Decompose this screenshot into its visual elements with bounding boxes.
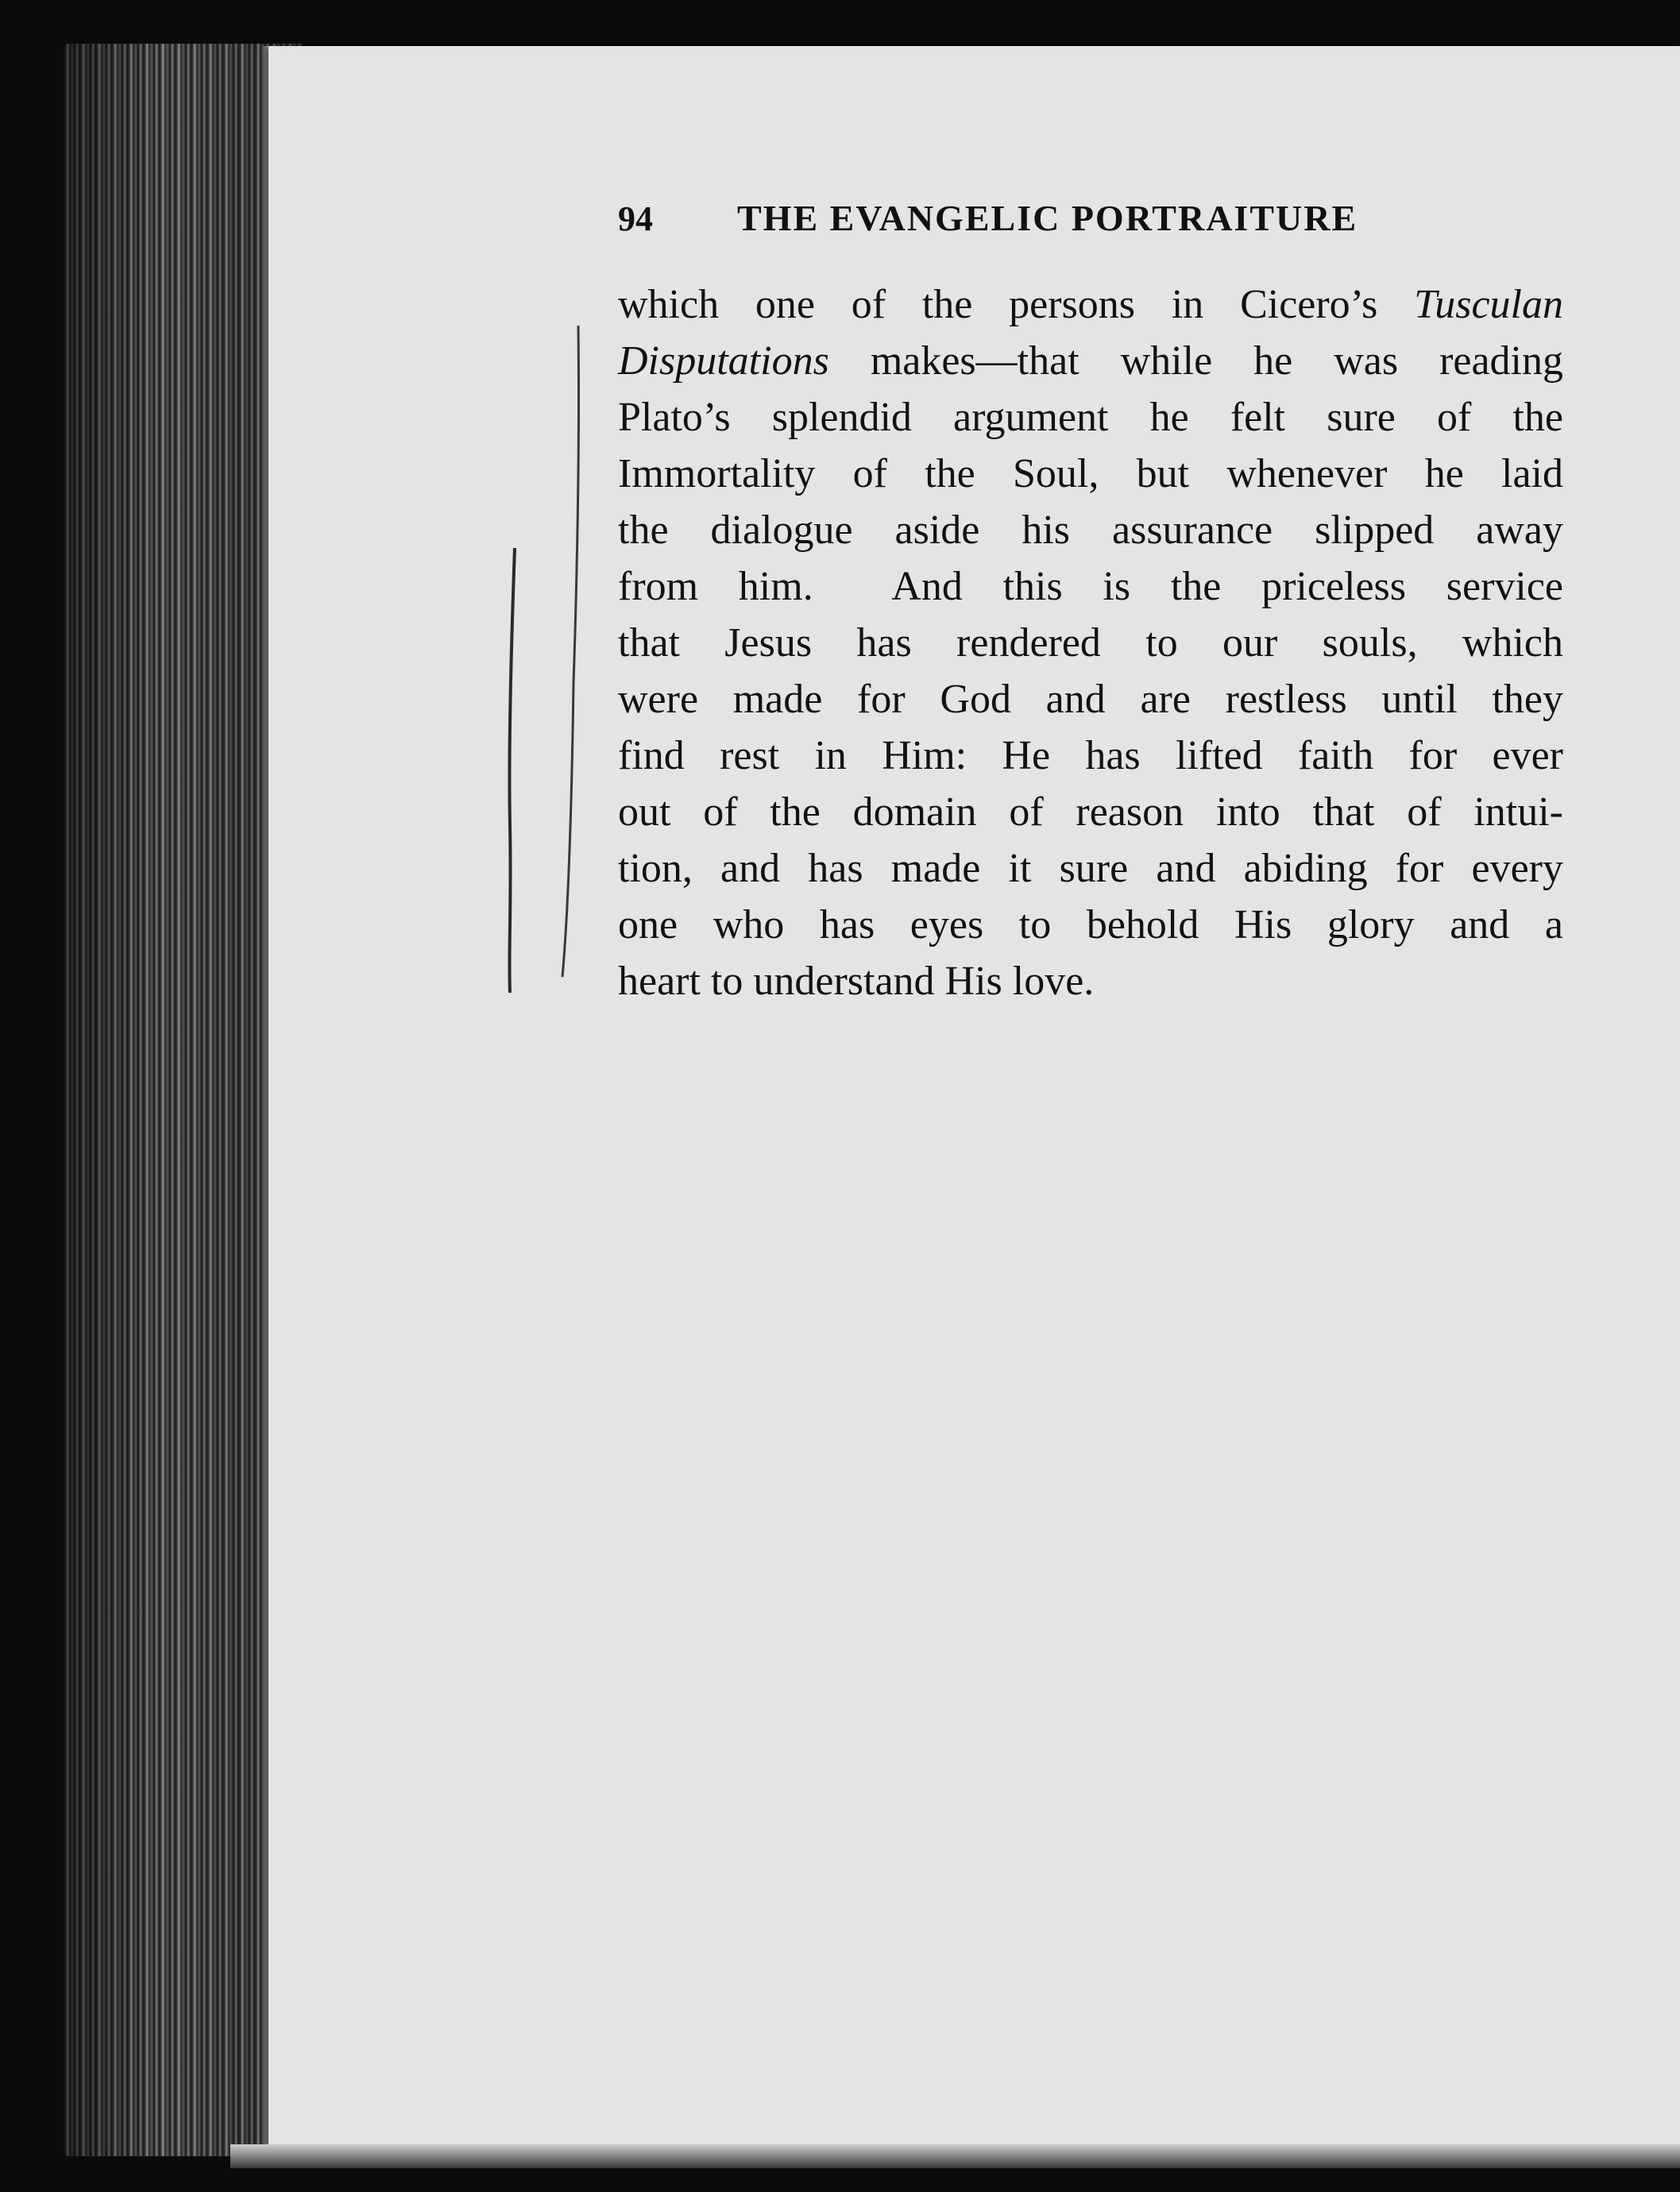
text-line xyxy=(618,840,1563,897)
italic-title-segment: Disputations xyxy=(618,338,829,384)
text-line xyxy=(618,389,1563,446)
text-segment: that Jesus has rendered to our souls, which xyxy=(618,620,1563,666)
text-segment: find rest in Him: He has lifted faith for ever xyxy=(618,733,1563,778)
text-line xyxy=(618,784,1563,840)
text-line xyxy=(618,276,1563,333)
text-line xyxy=(618,953,1563,1009)
text-line xyxy=(618,671,1563,727)
text-segment: Immortality of the Soul, but whenever he laid xyxy=(618,451,1563,496)
body-paragraph xyxy=(618,276,1563,1009)
running-head xyxy=(618,197,1452,239)
text-segment: which one of the persons in Cicero’s xyxy=(618,282,1415,327)
text-segment: Plato’s splendid argument he felt sure of the xyxy=(618,395,1563,440)
pencil-margin-marks xyxy=(500,302,588,1001)
text-segment: the dialogue aside his assurance slipped away xyxy=(618,507,1563,553)
text-segment: makes—that while he was reading xyxy=(828,338,1563,384)
pencil-bracket-outer xyxy=(509,548,515,993)
text-segment: one who has eyes to behold His glory and a xyxy=(618,902,1563,947)
text-line xyxy=(618,333,1563,389)
text-segment: from him. And this is the priceless service xyxy=(618,564,1563,609)
text-segment: heart to understand His love. xyxy=(618,959,1095,1004)
running-title: THE EVANGELIC PORTRAITURE xyxy=(737,198,1358,238)
pencil-bracket-inner xyxy=(562,326,579,977)
text-segment: tion, and has made it sure and abiding for every xyxy=(618,846,1563,891)
page-number: 94 xyxy=(618,199,653,238)
text-segment: were made for God and are restless until they xyxy=(618,677,1563,722)
text-line xyxy=(618,615,1563,671)
page-bottom-edge xyxy=(230,2144,1680,2168)
text-line xyxy=(618,446,1563,502)
italic-title-segment: Tusculan xyxy=(1414,282,1563,327)
text-line xyxy=(618,558,1563,615)
text-line xyxy=(618,502,1563,558)
text-segment: out of the domain of reason into that of intui- xyxy=(618,789,1563,835)
text-line xyxy=(618,727,1563,784)
text-line xyxy=(618,897,1563,953)
